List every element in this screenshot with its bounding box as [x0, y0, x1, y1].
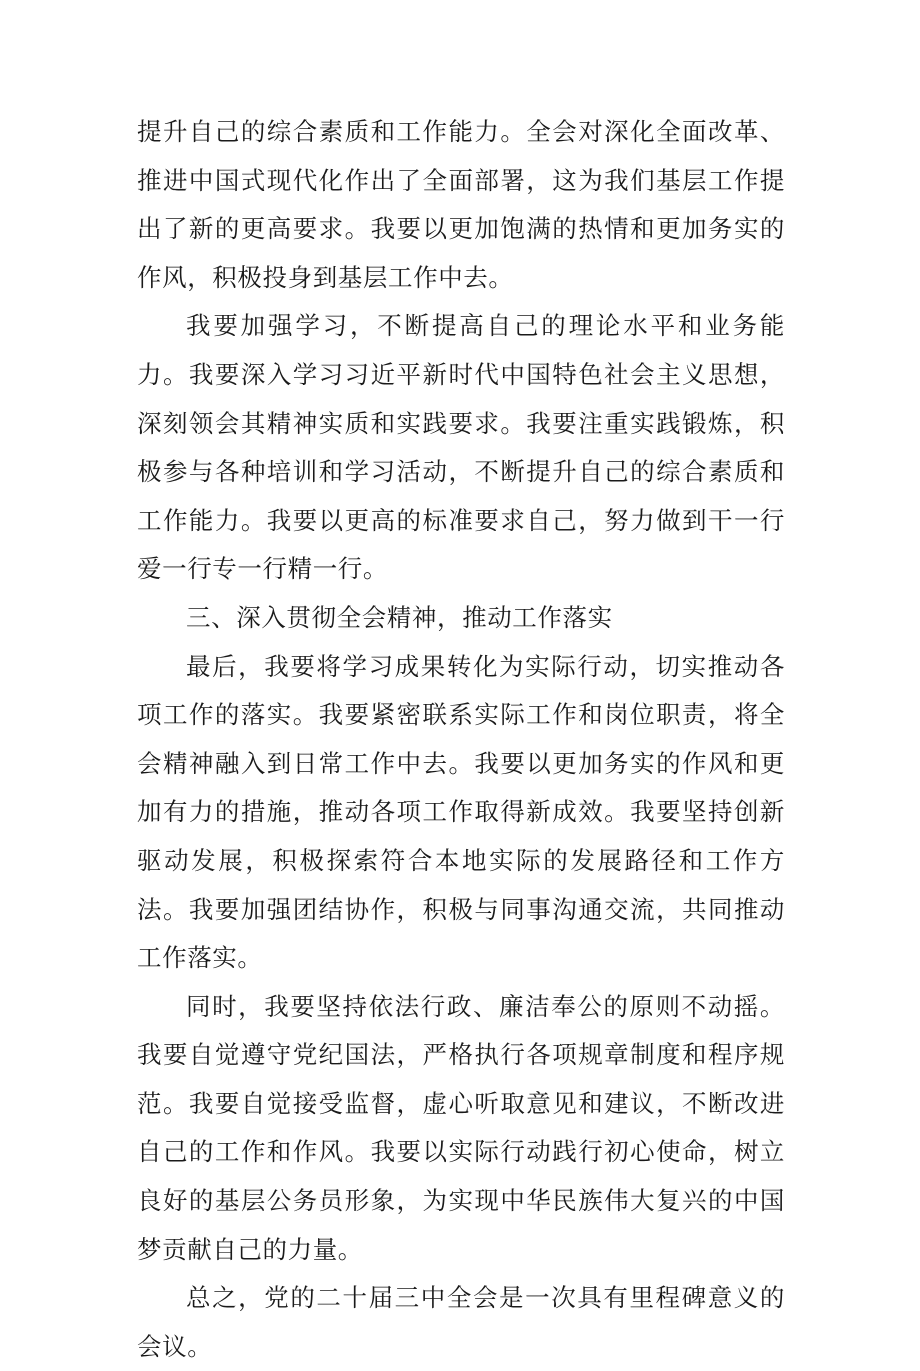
document-body: [137, 108, 785, 1371]
section-heading-three: 三、深入贯彻全会精神，推动工作落实: [186, 602, 613, 632]
paragraph-continuation: 提升自己的综合素质和工作能力。全会对深化全面改革、推进中国式现代化作出了全面部署，这为我们基层工作提出了新的更高要求。我要以更加饱满的热情和更加务实的作风，积极投身到基层工作中去。: [137, 117, 785, 292]
paragraph-implementation: 最后，我要将学习成果转化为实际行动，切实推动各项工作的落实。我要紧密联系实际工作和岗位职责，将全会精神融入到日常工作中去。我要以更加务实的作风和更加有力的措施，推动各项工作取得新成效。我要坚持创新驱动发展，积极探索符合本地实际的发展路径和工作方法。我要加强团结协作，积极与同事沟通交流，共同推动工作落实。: [137, 651, 785, 973]
paragraph-study: 我要加强学习，不断提高自己的理论水平和业务能力。我要深入学习习近平新时代中国特色社会主义思想，深刻领会其精神实质和实践要求。我要注重实践锻炼，积极参与各种培训和学习活动，不断提升自己的综合素质和工作能力。我要以更高的标准要求自己，努力做到干一行爱一行专一行精一行。: [137, 311, 785, 584]
paragraph-conclusion: 总之，党的二十届三中全会是一次具有里程碑意义的会议。: [137, 1283, 785, 1361]
paragraph-integrity: 同时，我要坚持依法行政、廉洁奉公的原则不动摇。我要自觉遵守党纪国法，严格执行各项规章制度和程序规范。我要自觉接受监督，虚心听取意见和建议，不断改进自己的工作和作风。我要以实际行动践行初心使命，树立良好的基层公务员形象，为实现中华民族伟大复兴的中国梦贡献自己的力量。: [137, 991, 785, 1264]
